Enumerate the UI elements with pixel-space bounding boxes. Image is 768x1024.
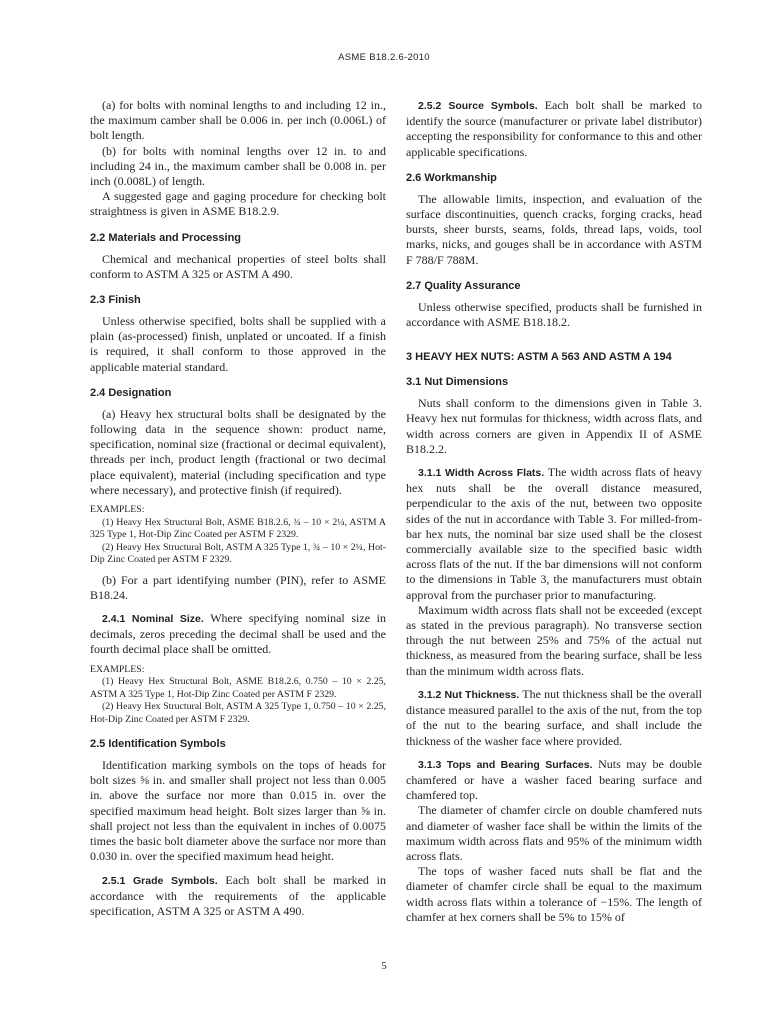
paragraph-2-3: Unless otherwise specified, bolts shall be supplied with a plain (as-processed) finish, unplated or uncoated. If a finish is required, it shall conform to those approved in the applicable material standard. <box>90 314 386 374</box>
paragraph-3-1-1 <box>406 465 702 603</box>
paragraph-3-1-3 <box>406 757 702 804</box>
heading-2-5: 2.5 Identification Symbols <box>90 738 226 751</box>
example-1-2: (2) Heavy Hex Structural Bolt, ASTM A 325 Type 1, ¾ – 10 × 2¼, Hot-Dip Zinc Coated per ASTM F 2329. <box>90 541 386 566</box>
paragraph-2-6: The allowable limits, inspection, and evaluation of the surface discontinuities, quench cracks, forging cracks, head bursts, sheer bursts, seams, folds, thread laps, voids, tool marks, nicks, and gouges shall be in accordance with ASTM F 788/F 788M. <box>406 191 702 267</box>
paragraph-2-5-1-text: Each bolt shall be marked in accordance with the requirements of the applicable specification, ASTM A 325 or ASTM A 490. <box>90 872 386 918</box>
paragraph-2-4-1 <box>90 611 386 658</box>
heading-2-6: 2.6 Workmanship <box>406 171 497 184</box>
examples-label-1: EXAMPLES: <box>90 504 145 516</box>
heading-3-1-3: 3.1.3 Tops and Bearing Surfaces. <box>418 758 593 771</box>
left-column <box>90 98 386 919</box>
paragraph-2-5-1 <box>90 873 386 920</box>
heading-3-1: 3.1 Nut Dimensions <box>406 376 509 389</box>
paragraph-3-1-2 <box>406 687 702 749</box>
paragraph-3-1-3-text: Nuts may be double chamfered or have a washer faced bearing surface and chamfered top. <box>406 756 702 803</box>
right-column <box>406 98 702 925</box>
heading-2-7: 2.7 Quality Assurance <box>406 279 521 292</box>
paragraph-2-4-b: (b) For a part identifying number (PIN), refer to ASME B18.24. <box>90 572 386 602</box>
paragraph-3-1-3-c: The tops of washer faced nuts shall be flat and the diameter of chamfer circle shall be equal to the maximum width across flats within a tolerance of −15%. The length of chamfer at hex corners shall be 5% to 15% of <box>406 864 702 924</box>
paragraph-3-1-1-text: The width across flats of heavy hex nuts shall be the overall distance measured, perpendicular to the axis of the nut, between two opposite sides of the nut in accordance with Table 3. For milled-from-bar hex nuts, the nominal bar size used shall be the closest commercially available size to the specified basic width across flats of the nut. If the bar dimensions will not conform to the dimensions in Table 3, the manufacturers must obtain approval from the purchaser prior to manufacturing. <box>406 465 702 602</box>
heading-2-4-1: 2.4.1 Nominal Size. <box>102 612 204 625</box>
heading-2-5-1: 2.5.1 Grade Symbols. <box>102 874 218 887</box>
paragraph-gage: A suggested gage and gaging procedure for checking bolt straightness is given in ASME B18.2.9. <box>90 189 386 219</box>
heading-3-1-2: 3.1.2 Nut Thickness. <box>418 688 520 701</box>
example-1-1: (1) Heavy Hex Structural Bolt, ASME B18.2.6, ¾ – 10 × 2¼, ASTM A 325 Type 1, Hot-Dip Zinc Coated per ASTM F 2329. <box>90 516 386 541</box>
paragraph-3-1: Nuts shall conform to the dimensions given in Table 3. Heavy hex nut formulas for thickness, width across flats, and width across corners are given in Appendix II of ASME B18.2.2. <box>406 396 702 456</box>
paragraph-2-7: Unless otherwise specified, products shall be furnished in accordance with ASME B18.18.2. <box>406 299 702 330</box>
paragraph-2-2: Chemical and mechanical properties of steel bolts shall conform to ASTM A 325 or ASTM A 490. <box>90 251 386 281</box>
paragraph-camber-a: (a) for bolts with nominal lengths to and including 12 in., the maximum camber shall be 0.006 in. per inch (0.006L) of bolt length. <box>90 98 386 143</box>
example-2-2: (2) Heavy Hex Structural Bolt, ASTM A 325 Type 1, 0.750 – 10 × 2.25, Hot-Dip Zinc Coated per ASTM F 2329. <box>90 701 386 725</box>
paragraph-2-5: Identification marking symbols on the tops of heads for bolt sizes ⅝ in. and smaller shall project not less than 0.005 in. above the surface nor more than 0.015 in. over the specified maximum head height. Bolt sizes larger than ⅝ in. shall project not less than the equivalent in inches of 0.0075 times the basic bolt diameter above the surface nor more than 0.030 in. over the specified maximum head height. <box>90 758 386 864</box>
example-2-1: (1) Heavy Hex Structural Bolt, ASME B18.2.6, 0.750 – 10 × 2.25, ASTM A 325 Type 1, Hot-Dip Zinc Coated per ASTM F 2329. <box>90 676 386 700</box>
heading-2-4: 2.4 Designation <box>90 386 172 399</box>
paragraph-camber-b: (b) for bolts with nominal lengths over 12 in. to and including 24 in., the maximum camber shall be 0.008 in. per inch (0.008L) of length. <box>90 143 386 189</box>
heading-3-1-1: 3.1.1 Width Across Flats. <box>418 467 545 480</box>
paragraph-3-1-1-b: Maximum width across flats shall not be exceeded (except as stated in the previous paragraph). No transverse section through the nut between 25% and 75% of the actual nut thickness, as measured from the bearing surface, shall be less than the minimum width across flats. <box>406 602 702 678</box>
paragraph-2-5-2 <box>406 98 702 160</box>
paragraph-2-5-2-text: Each bolt shall be marked to identify the source (manufacturer or private label distributor) accepting the responsibility for conformance to this and other applicable specifications. <box>406 98 702 159</box>
page-number: 5 <box>381 960 387 972</box>
heading-2-3: 2.3 Finish <box>90 294 141 307</box>
paragraph-3-1-3-b: The diameter of chamfer circle on double chamfered nuts and diameter of washer face shall be within the limits of the maximum width across flats and 95% of the minimum width across flats. <box>406 803 702 863</box>
paragraph-3-1-2-text: The nut thickness shall be the overall distance measured parallel to the axis of the nut, from the top of the nut to the bearing surface, and shall include the thickness of the washer face where provided. <box>406 686 702 748</box>
examples-label-2: EXAMPLES: <box>90 663 145 675</box>
heading-2-5-2: 2.5.2 Source Symbols. <box>418 100 538 112</box>
heading-2-2: 2.2 Materials and Processing <box>90 231 242 244</box>
running-head: ASME B18.2.6-2010 <box>338 52 430 63</box>
heading-section-3: 3 HEAVY HEX NUTS: ASTM A 563 AND ASTM A 194 <box>406 351 672 364</box>
paragraph-2-4-a: (a) Heavy hex structural bolts shall be designated by the following data in the sequence shown: product name, specification, nominal size (fractional or decimal equivalent), threads per inch, product length (fractional or two decimal place equivalent), material (including specification and type where necessary), and protective finish (if required). <box>90 406 386 497</box>
paragraph-2-4-1-text: Where specifying nominal size in decimals, zeros preceding the decimal shall be used and the fourth decimal place shall be omitted. <box>90 610 386 657</box>
